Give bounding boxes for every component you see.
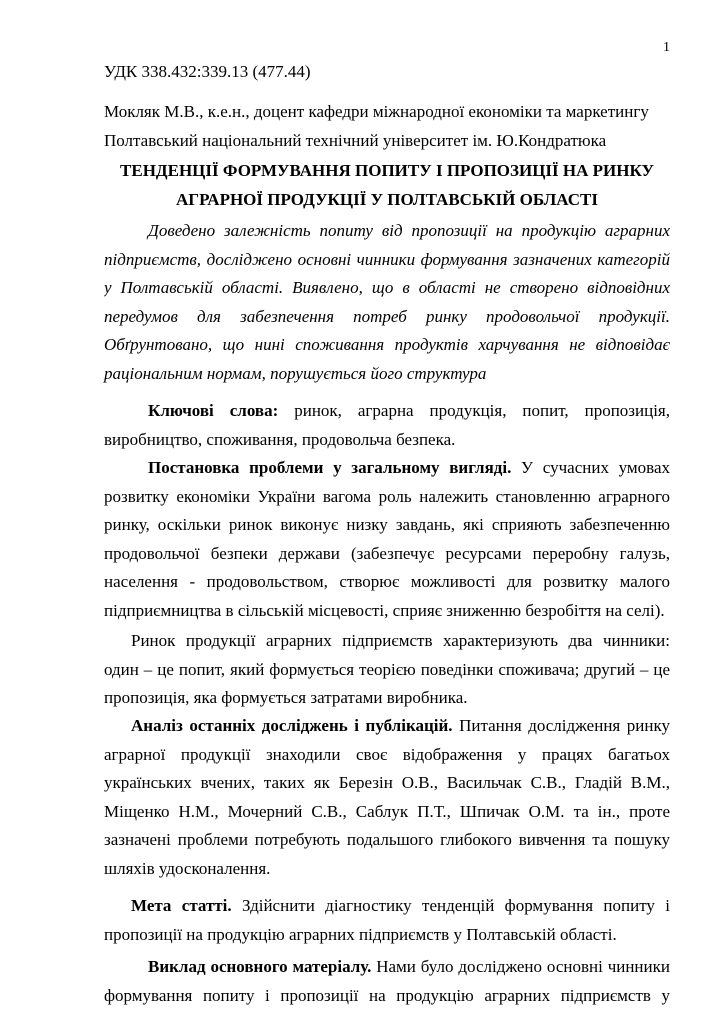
- analysis-line: [104, 712, 670, 741]
- udk-code: [104, 58, 670, 87]
- main-line: [104, 953, 670, 982]
- page-number: 1: [663, 40, 670, 55]
- main-section: [104, 953, 670, 1010]
- market-line: пропозиція, яка формується затратами виробника.: [104, 688, 468, 707]
- goal-section: [104, 892, 670, 949]
- author-line: Мокляк М.В., к.е.н., доцент кафедри міжнародної економіки та маркетингу: [104, 102, 649, 121]
- main-text: Нами було досліджено основні чинники: [371, 957, 670, 976]
- author-affiliation: [104, 98, 670, 155]
- abstract-line: Обґрунтовано, що нині споживання продуктів харчування не відповідає: [104, 335, 670, 354]
- goal-line: [104, 892, 670, 921]
- analysis-line: зазначені проблеми потребують подальшого глибокого вивчення та пошуку: [104, 830, 670, 849]
- keywords-section: [104, 397, 670, 454]
- title-line-2: АГРАРНОЇ ПРОДУКЦІЇ У ПОЛТАВСЬКІЙ ОБЛАСТІ: [176, 189, 598, 209]
- main-heading: Виклад основного матеріалу.: [148, 957, 372, 976]
- problem-line: ринку, оскільки ринок виконує низку завдань, які сприяють забезпеченню: [104, 515, 670, 534]
- analysis-line: аграрної продукції знаходили своє відображення у працях багатьох: [104, 744, 670, 764]
- market-line: один – це попит, який формується теорією поведінки споживача; другий – це: [104, 659, 670, 679]
- goal-heading: Мета статті.: [131, 896, 232, 915]
- problem-line: [104, 454, 670, 483]
- keywords-line: виробництво, споживання, продовольча безпека.: [104, 429, 456, 449]
- affiliation-line: Полтавський національний технічний університет ім. Ю.Кондратюка: [104, 130, 607, 150]
- abstract-line: підприємств, досліджено основні чинники формування зазначених категорій: [104, 249, 670, 269]
- market-paragraph: [104, 627, 670, 713]
- goal-text: Здійснити діагностику тенденцій формування попиту і: [231, 896, 670, 915]
- analysis-text: Питання дослідження ринку: [452, 716, 670, 735]
- abstract-line: раціональним нормам, порушується його структура: [104, 363, 487, 383]
- problem-text: У сучасних умовах: [511, 458, 670, 477]
- problem-line: підприємництва в сільській місцевості, сприяє зниженню безробіття на селі).: [104, 600, 665, 620]
- abstract-line: у Полтавській області. Виявлено, що в області не створено відповідних: [104, 278, 670, 297]
- udk-line: УДК 338.432:339.13 (477.44): [104, 62, 311, 81]
- analysis-line: українських вчених, таких як Березін О.В., Васильчак С.В., Гладій В.М.,: [104, 773, 670, 792]
- problem-line: населення - продовольством, створює можливості для розвитку малого: [104, 572, 670, 591]
- problem-line: продовольчої безпеки держави (забезпечує ресурсами переробну галузь,: [104, 543, 670, 563]
- keywords-label: Ключові слова:: [148, 401, 279, 420]
- problem-line: розвитку економіки України вагома роль належить становленню аграрного: [104, 486, 670, 506]
- abstract: [104, 217, 670, 388]
- problem-heading: Постановка проблеми у загальному вигляді.: [148, 458, 512, 477]
- market-line: Ринок продукції аграрних підприємств характеризують два чинники:: [131, 631, 670, 650]
- title-line-1: ТЕНДЕНЦІЇ ФОРМУВАННЯ ПОПИТУ І ПРОПОЗИЦІЇ НА РИНКУ: [120, 161, 654, 180]
- keywords-line: [104, 397, 670, 426]
- paper-title: [104, 157, 670, 214]
- abstract-line: Доведено залежність попиту від пропозиції на продукцію аграрних: [148, 221, 670, 240]
- analysis-section: [104, 712, 670, 883]
- analysis-heading: Аналіз останніх досліджень і публікацій.: [131, 716, 453, 735]
- problem-section: [104, 454, 670, 625]
- main-line: формування попиту і пропозиції на продукцію аграрних підприємств у: [104, 985, 670, 1005]
- goal-line: пропозиції на продукцію аграрних підприємств у Полтавській області.: [104, 924, 617, 944]
- abstract-line: передумов для забезпечення потреб ринку продовольчої продукції.: [104, 306, 670, 326]
- analysis-line: Міщенко Н.М., Мочерний С.В., Саблук П.Т., Шпичак О.М. та ін., проте: [104, 801, 670, 821]
- analysis-line: шляхів удосконалення.: [104, 858, 271, 878]
- keywords-text: ринок, аграрна продукція, попит, пропозиція,: [278, 401, 670, 420]
